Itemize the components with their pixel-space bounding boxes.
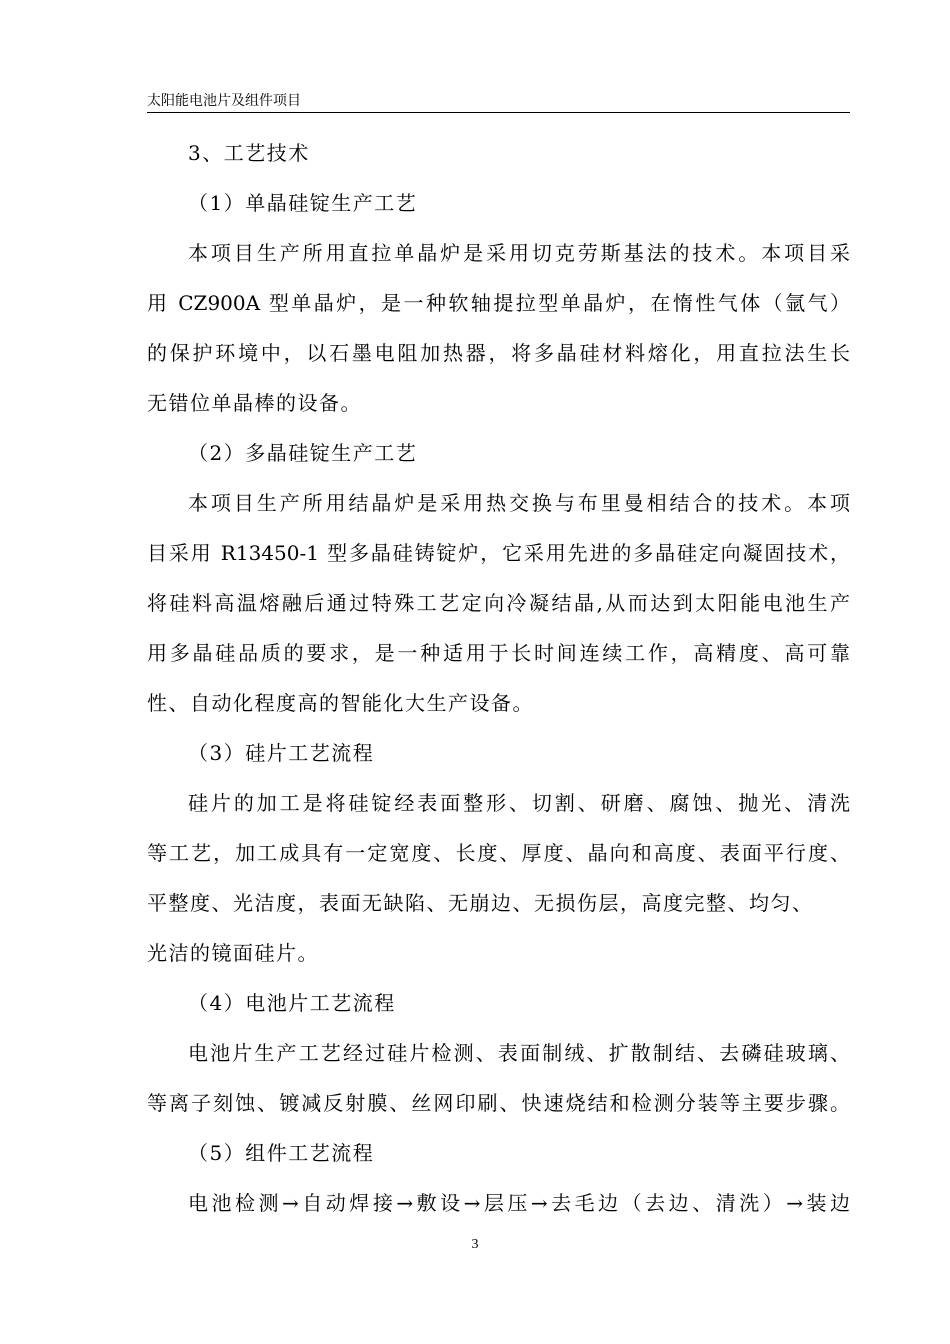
paragraph-line: 用多晶硅品质的要求，是一种适用于长时间连续工作，高精度、高可靠 <box>147 641 850 665</box>
paragraph-line: 将硅料高温熔融后通过特殊工艺定向冷凝结晶,从而达到太阳能电池生产 <box>147 591 850 615</box>
document-body <box>147 128 850 1228</box>
section-heading: 3、工艺技术 <box>188 141 310 165</box>
paragraph-line: 等离子刻蚀、镀减反射膜、丝网印刷、快速烧结和检测分装等主要步骤。 <box>147 1091 850 1115</box>
paragraph-line: 用 CZ900A 型单晶炉，是一种软轴提拉型单晶炉，在惰性气体（氩气） <box>147 291 850 315</box>
paragraph-line: 本项目生产所用直拉单晶炉是采用切克劳斯基法的技术。本项目采 <box>188 241 850 265</box>
paragraph-line: 等工艺，加工成具有一定宽度、长度、厚度、晶向和高度、表面平行度、 <box>147 841 850 865</box>
page-header <box>147 92 850 113</box>
paragraph-line: 硅片的加工是将硅锭经表面整形、切割、研磨、腐蚀、抛光、清洗 <box>188 791 850 815</box>
header-title: 太阳能电池片及组件项目 <box>147 93 301 109</box>
paragraph-line: 的保护环境中，以石墨电阻加热器，将多晶硅材料熔化，用直拉法生长 <box>147 341 850 365</box>
paragraph-line: 光洁的镜面硅片。 <box>147 941 319 965</box>
paragraph-line: 无错位单晶棒的设备。 <box>147 391 362 415</box>
subsection-heading-4: （4）电池片工艺流程 <box>188 991 396 1015</box>
paragraph-line: 本项目生产所用结晶炉是采用热交换与布里曼相结合的技术。本项 <box>188 491 850 515</box>
subsection-heading-5: （5）组件工艺流程 <box>188 1141 375 1165</box>
paragraph-line: 平整度、光洁度，表面无缺陷、无崩边、无损伤层，高度完整、均匀、 <box>147 891 814 915</box>
page-number: 3 <box>471 1237 479 1252</box>
subsection-heading-1: （1）单晶硅锭生产工艺 <box>188 191 418 215</box>
paragraph-line: 电池片生产工艺经过硅片检测、表面制绒、扩散制结、去磷硅玻璃、 <box>188 1041 850 1065</box>
paragraph-line: 目采用 R13450-1 型多晶硅铸锭炉，它采用先进的多晶硅定向凝固技术， <box>147 541 850 565</box>
subsection-heading-2: （2）多晶硅锭生产工艺 <box>188 441 418 465</box>
paragraph-line: 性、自动化程度高的智能化大生产设备。 <box>147 691 534 715</box>
paragraph-line: 电池检测→自动焊接→敷设→层压→去毛边（去边、清洗）→装边 <box>188 1191 850 1215</box>
subsection-heading-3: （3）硅片工艺流程 <box>188 741 375 765</box>
